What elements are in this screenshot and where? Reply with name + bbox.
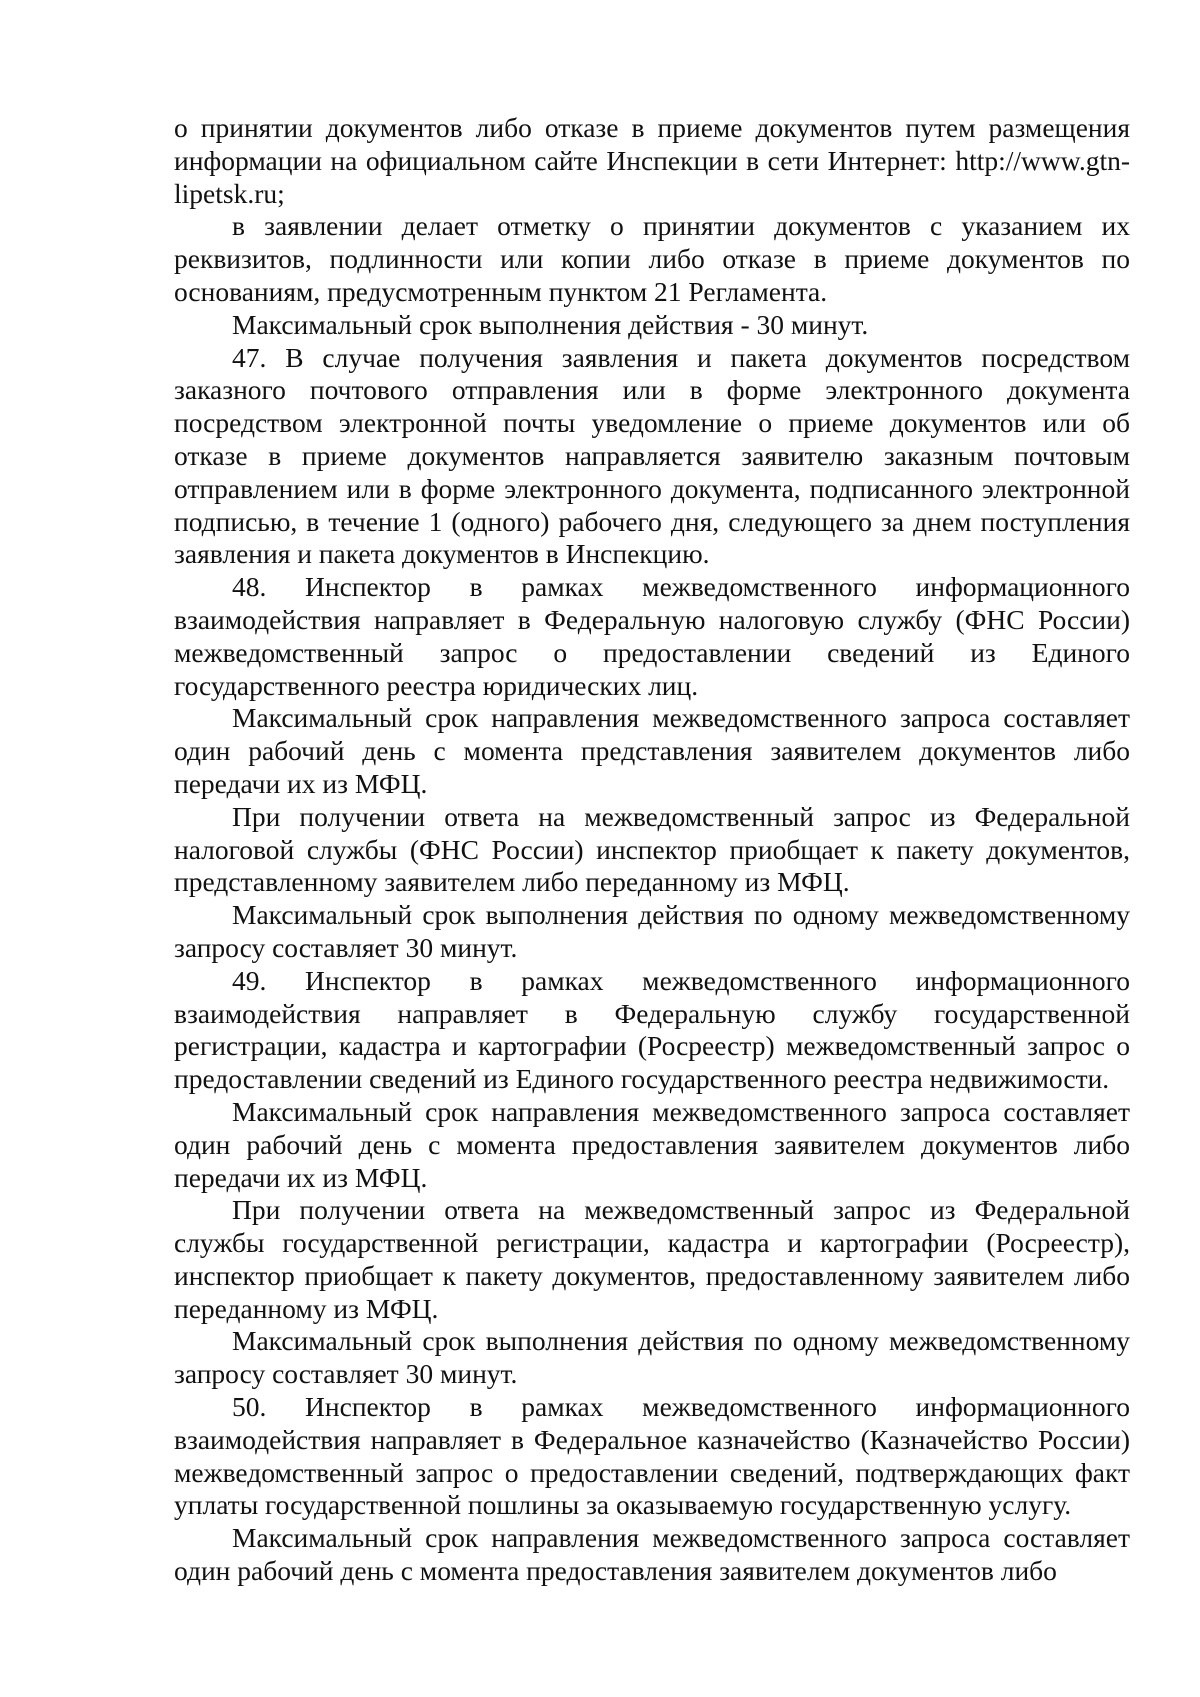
paragraph: Максимальный срок направления межведомственного запроса составляет один рабочий день с момента представления заявителем документов либо передачи их из МФЦ. — [174, 702, 1130, 799]
paragraph-item-50: 50. Инспектор в рамках межведомственного информационного взаимодействия направляет в Федеральное казначейство (Казначейство России) межведомственный запрос о предоставлении сведений, подтверждающих факт уплаты государственной пошлины за оказываемую государственную услугу. — [174, 1391, 1130, 1521]
paragraph: При получении ответа на межведомственный запрос из Федеральной налоговой службы (ФНС России) инспектор приобщает к пакету документов, представленному заявителем либо переданному из МФЦ. — [174, 800, 1130, 898]
paragraph-item-48: 48. Инспектор в рамках межведомственного информационного взаимодействия направляет в Федеральную налоговую службу (ФНС России) межведомственный запрос о предоставлении сведений из Единого государственного реестра юридических лиц. — [174, 571, 1130, 701]
paragraph-item-49: 49. Инспектор в рамках межведомственного информационного взаимодействия направляет в Федеральную службу государственной регистрации, кадастра и картографии (Росреестр) межведомственный запрос о предоставлении сведений из Единого государственного реестра недвижимости. — [174, 964, 1130, 1095]
paragraph: Максимальный срок выполнения действия по одному межведомственному запросу составляет 30 минут. — [174, 1325, 1130, 1390]
document-body — [174, 112, 1130, 1588]
paragraph: Максимальный срок направления межведомственного запроса составляет один рабочий день с момента предоставления заявителем документов либо передачи их из МФЦ. — [174, 1095, 1130, 1193]
paragraph: Максимальный срок выполнения действия по одному межведомственному запросу составляет 30 минут. — [174, 899, 1130, 963]
paragraph: Максимальный срок направления межведомственного запроса составляет один рабочий день с момента предоставления заявителем документов либо — [174, 1522, 1130, 1587]
paragraph: При получении ответа на межведомственный запрос из Федеральной службы государственной регистрации, кадастра и картографии (Росреестр), инспектор приобщает к пакету документов, предоставленному заявителем либо переданному из МФЦ. — [174, 1194, 1130, 1324]
paragraph: Максимальный срок выполнения действия - 30 минут. — [232, 308, 869, 340]
paragraph-item-47: 47. В случае получения заявления и пакета документов посредством заказного почтового отправления или в форме электронного документа посредством электронной почты уведомление о приеме документов или об отказе в приеме документов направляется заявителю заказным почтовым отправлением или в форме электронного документа, подписанного электронной подписью, в течение 1 (одного) рабочего дня, следующего за днем поступления заявления и пакета документов в Инспекцию. — [174, 341, 1130, 570]
paragraph: в заявлении делает отметку о принятии документов с указанием их реквизитов, подлинности или копии либо отказе в приеме документов по основаниям, предусмотренным пунктом 21 Регламента. — [174, 210, 1130, 307]
paragraph-continuation: о принятии документов либо отказе в приеме документов путем размещения информации на официальном сайте Инспекции в сети Интернет: http://www.gtn-lipetsk.ru; — [174, 112, 1130, 209]
